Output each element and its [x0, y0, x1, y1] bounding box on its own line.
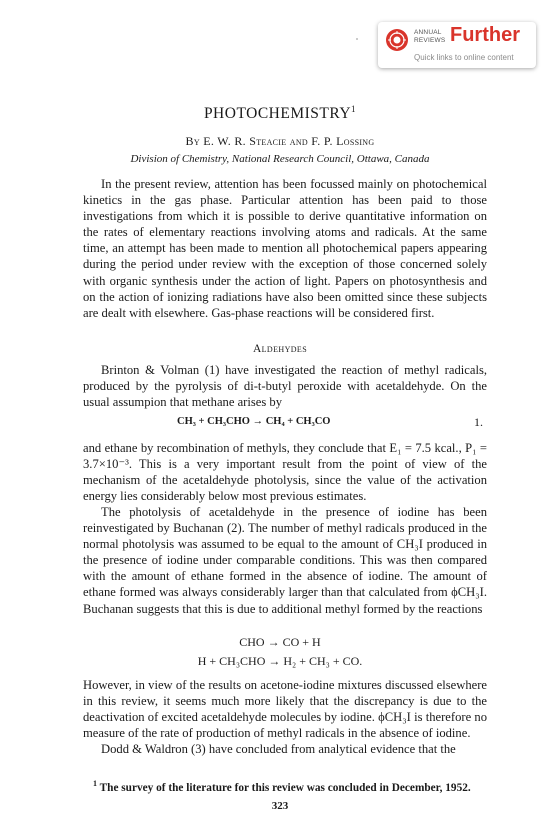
- article-authors: By E. W. R. Steacie and F. P. Lossing: [185, 134, 375, 148]
- page-number: 323: [271, 800, 289, 812]
- article-title: PHOTOCHEMISTRY$^1$: [203, 104, 357, 123]
- section-heading-aldehydes: Aldehydes: [252, 343, 308, 355]
- paragraph-however: However, in view of the results on acetone-iodine mixtures discussed elsewhere in this review, it seems much more likely that the discrepancy is due to the deactivation of excited acetaldehyde molecules by iodine. ϕCH₃I is therefore no measure of the rate of production of methyl radicals in the absence of iodine.: [83, 678, 487, 741]
- scan-speck: [356, 38, 358, 40]
- annual-reviews-further-badge[interactable]: [378, 22, 536, 68]
- reaction-2: H + CH₃CHO → H₂ + CH₃ + CO.: [197, 654, 363, 668]
- footnote-mark: 1: [93, 779, 97, 788]
- paragraph-ethane-recombination: and ethane by recombination of methyls, they conclude that E₁ = 7.5 kcal., P₁ = 3.7×10⁻³. This is a very important result from the point of view of the mechanism of the acetaldehyde photolysis, since the value of the activation energy lies considerably below most previous estimates.: [83, 441, 487, 504]
- badge-publisher-label: ANNUAL REVIEWS: [414, 29, 446, 44]
- badge-subtitle: Quick links to online content: [414, 53, 514, 62]
- footnote-text: The survey of the literature for this review was concluded in December, 1952.: [99, 781, 471, 794]
- equation-1: CH₃ + CH₃CHO → CH₄ + CH₃CO: [177, 416, 331, 427]
- footnote: [83, 779, 487, 794]
- annual-reviews-logo-icon: [386, 29, 408, 51]
- paragraph-dodd-waldron: Dodd & Waldron (3) have concluded from analytical evidence that the: [101, 742, 456, 756]
- title-footnote-mark: 1: [351, 104, 357, 114]
- equation-1-number: 1.: [474, 415, 483, 429]
- intro-paragraph: In the present review, attention has been focussed mainly on photochemical kinetics in the gas phase. Particular attention has been paid to those investigations from which it is possible to derive quantitative information on the rates of elementary reactions involving atoms and radicals. At the same time, an attempt has been made to mention all photochemical papers appearing during the period under review with the exception of those concerned solely with organic synthesis under the action of light. Papers on photosynthesis and on the action of ionizing radiations have also been omitted since these subjects are dealt with elsewhere. Gas-phase reactions will be considered first.: [83, 177, 487, 320]
- badge-further-label: Further: [450, 24, 520, 46]
- paragraph-brinton-volman: Brinton & Volman (1) have investigated the reaction of methyl radicals, produced by the pyrolysis of di-t-butyl peroxide with acetaldehyde. On the usual assumpion that methane arises by: [83, 363, 487, 410]
- reaction-1: CHO → CO + H: [239, 635, 321, 649]
- paragraph-iodine-photolysis: The photolysis of acetaldehyde in the presence of iodine has been reinvestigated by Buchanan (2). The number of methyl radicals produced in the normal photolysis was assumed to be equal to the amount of CH₃I produced in the presence of iodine under comparable conditions. This was then compared with the amount of ethane formed in the absence of iodine. The amount of ethane formed was always considerably larger than that calculated from ϕCH₃I. Buchanan suggests that this is due to additional methyl formed by the reactions: [83, 505, 487, 616]
- article-affiliation: Division of Chemistry, National Research Council, Ottawa, Canada: [130, 153, 430, 165]
